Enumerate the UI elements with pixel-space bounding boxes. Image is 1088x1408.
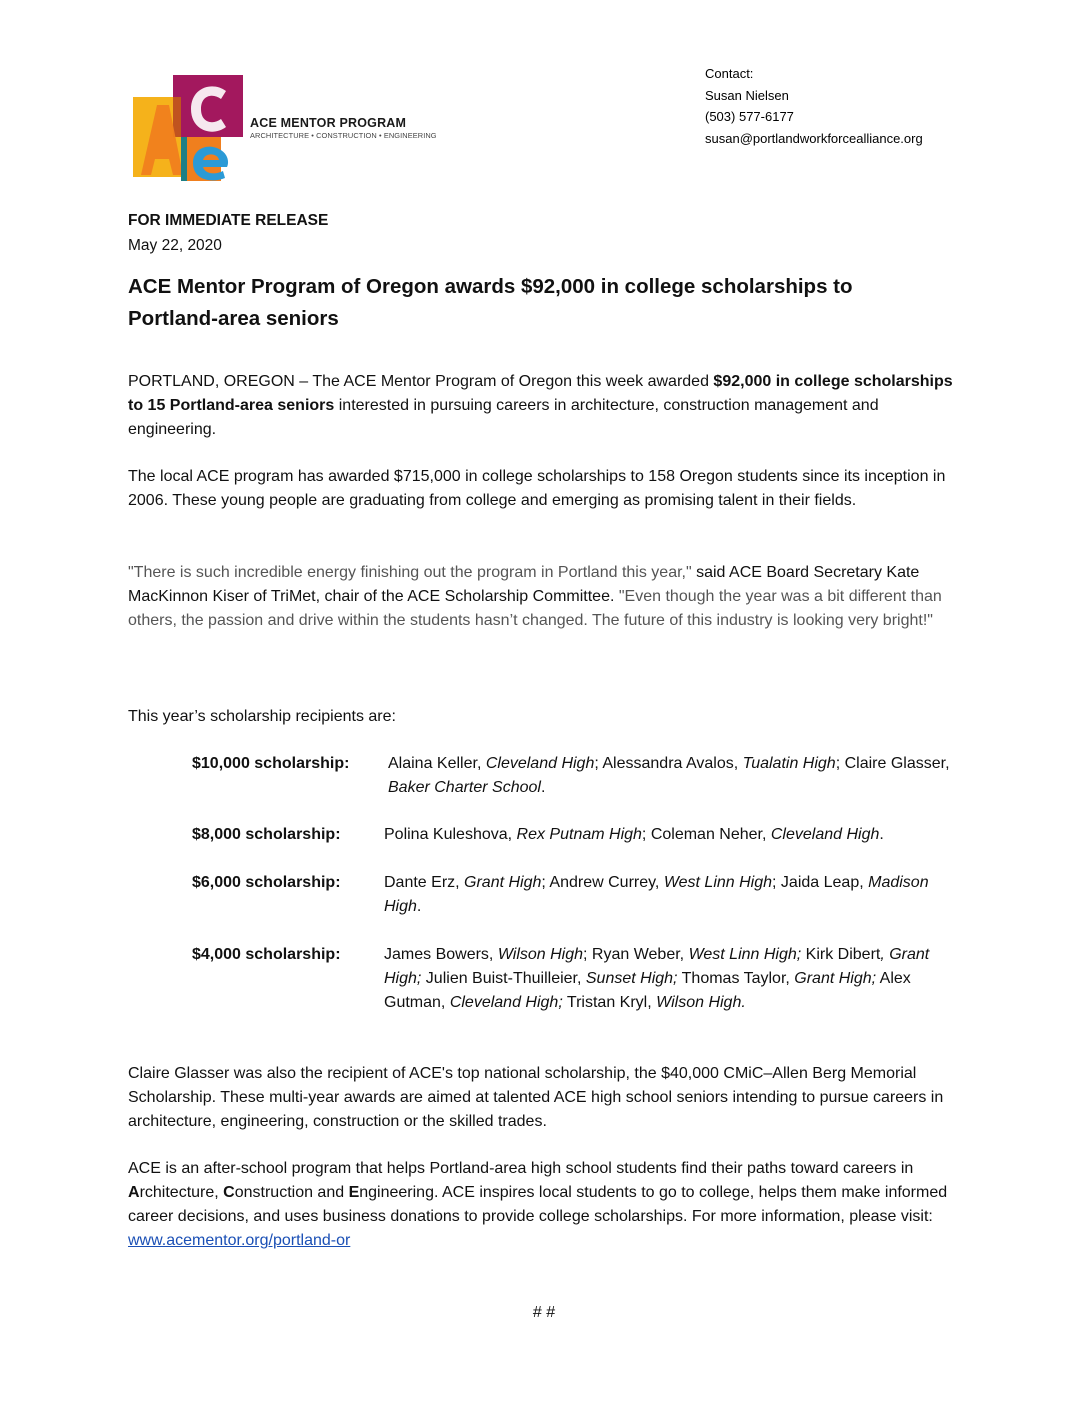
- intro-paragraph: [128, 370, 968, 442]
- scholarship-recipients-8000: Polina Kuleshova, Rex Putnam High; Coleman Neher, Cleveland High.: [384, 826, 884, 843]
- headline-line1: ACE Mentor Program of Oregon awards $92,000 in college scholarships to: [128, 275, 853, 298]
- logo-title: ACE MENTOR PROGRAM: [250, 116, 407, 130]
- scholarship-label-8000: $8,000 scholarship:: [192, 826, 341, 843]
- ace-paragraph: ACE is an after-school program that helps Portland-area high school students find their paths toward careers in Architecture, Construction and Engineering. ACE inspires local students to go to college, helps them make informed career decisions, and uses business donations to provide college scholarships. For more information, please visit: www.acementor.org/portland-or: [128, 1160, 948, 1249]
- recipients-intro: This year’s scholarship recipients are:: [128, 708, 396, 725]
- quote-paragraph: [128, 561, 968, 633]
- glasser-paragraph: Claire Glasser was also the recipient of ACE's top national scholarship, the $40,000 CMiC–Allen Berg Memorial Scholarship. These multi-year awards are aimed at talented ACE high school seniors intending to pursue careers in architecture, engineering, construction or the skilled trades.: [128, 1065, 944, 1130]
- scholarship-recipients-4000: James Bowers, Wilson High; Ryan Weber, West Linn High; Kirk Dibert, Grant High; Julien Buist-Thuilleier, Sunset High; Thomas Taylor, Grant High; Alex Gutman, Cleveland High; Tristan Kryl, Wilson High.: [384, 946, 930, 1011]
- contact-name: Susan Nielsen: [705, 87, 789, 103]
- release-date: May 22, 2020: [128, 237, 222, 254]
- contact-label: Contact:: [705, 66, 754, 81]
- contact-phone: (503) 577-6177: [705, 109, 794, 124]
- quote-part1: "There is such incredible energy finishing out the program in Portland this year,": [128, 564, 692, 581]
- logo-text: [250, 116, 437, 140]
- release-block: [128, 208, 328, 258]
- end-mark: # #: [532, 1304, 556, 1321]
- history-paragraph: The local ACE program has awarded $715,000 in college scholarships to 158 Oregon students since its inception in 2006. These young people are graduating from college and emerging as promising talent in their fields.: [128, 468, 946, 509]
- intro-rest: interested in pursuing careers in architecture, construction management and engineering.: [128, 397, 879, 438]
- logo-subtitle: ARCHITECTURE • CONSTRUCTION • ENGINEERING: [250, 131, 437, 140]
- headline: [128, 271, 968, 335]
- intro-bold: $92,000 in college scholarships to 15 Portland-area seniors: [128, 373, 953, 414]
- scholarship-label-6000: $6,000 scholarship:: [192, 874, 341, 891]
- scholarship-label-4000: $4,000 scholarship:: [192, 946, 341, 963]
- scholarship-recipients-6000: Dante Erz, Grant High; Andrew Currey, West Linn High; Jaida Leap, Madison High.: [384, 874, 929, 915]
- quote-part2: said ACE Board Secretary Kate MacKinnon Kiser of TriMet, chair of the ACE Scholarship Committee.: [128, 564, 920, 605]
- scholarship-recipients-10000: Alaina Keller, Cleveland High; Alessandra Avalos, Tualatin High; Claire Glasser, Baker Charter School.: [388, 755, 950, 796]
- ace-logo: [133, 75, 243, 181]
- acementor-link[interactable]: www.acementor.org/portland-or: [128, 1232, 351, 1249]
- headline-line2: Portland-area seniors: [128, 307, 339, 330]
- release-label: FOR IMMEDIATE RELEASE: [128, 212, 329, 229]
- contact-block: [705, 63, 923, 149]
- quote-part3: "Even though the year was a bit different than others, the passion and drive within the students hasn’t changed. The future of this industry is looking very bright!": [128, 588, 942, 629]
- scholarship-label-10000: $10,000 scholarship:: [192, 755, 350, 772]
- contact-email: susan@portlandworkforcealliance.org: [705, 130, 923, 146]
- intro-lead: PORTLAND, OREGON – The ACE Mentor Program of Oregon this week awarded: [128, 373, 714, 390]
